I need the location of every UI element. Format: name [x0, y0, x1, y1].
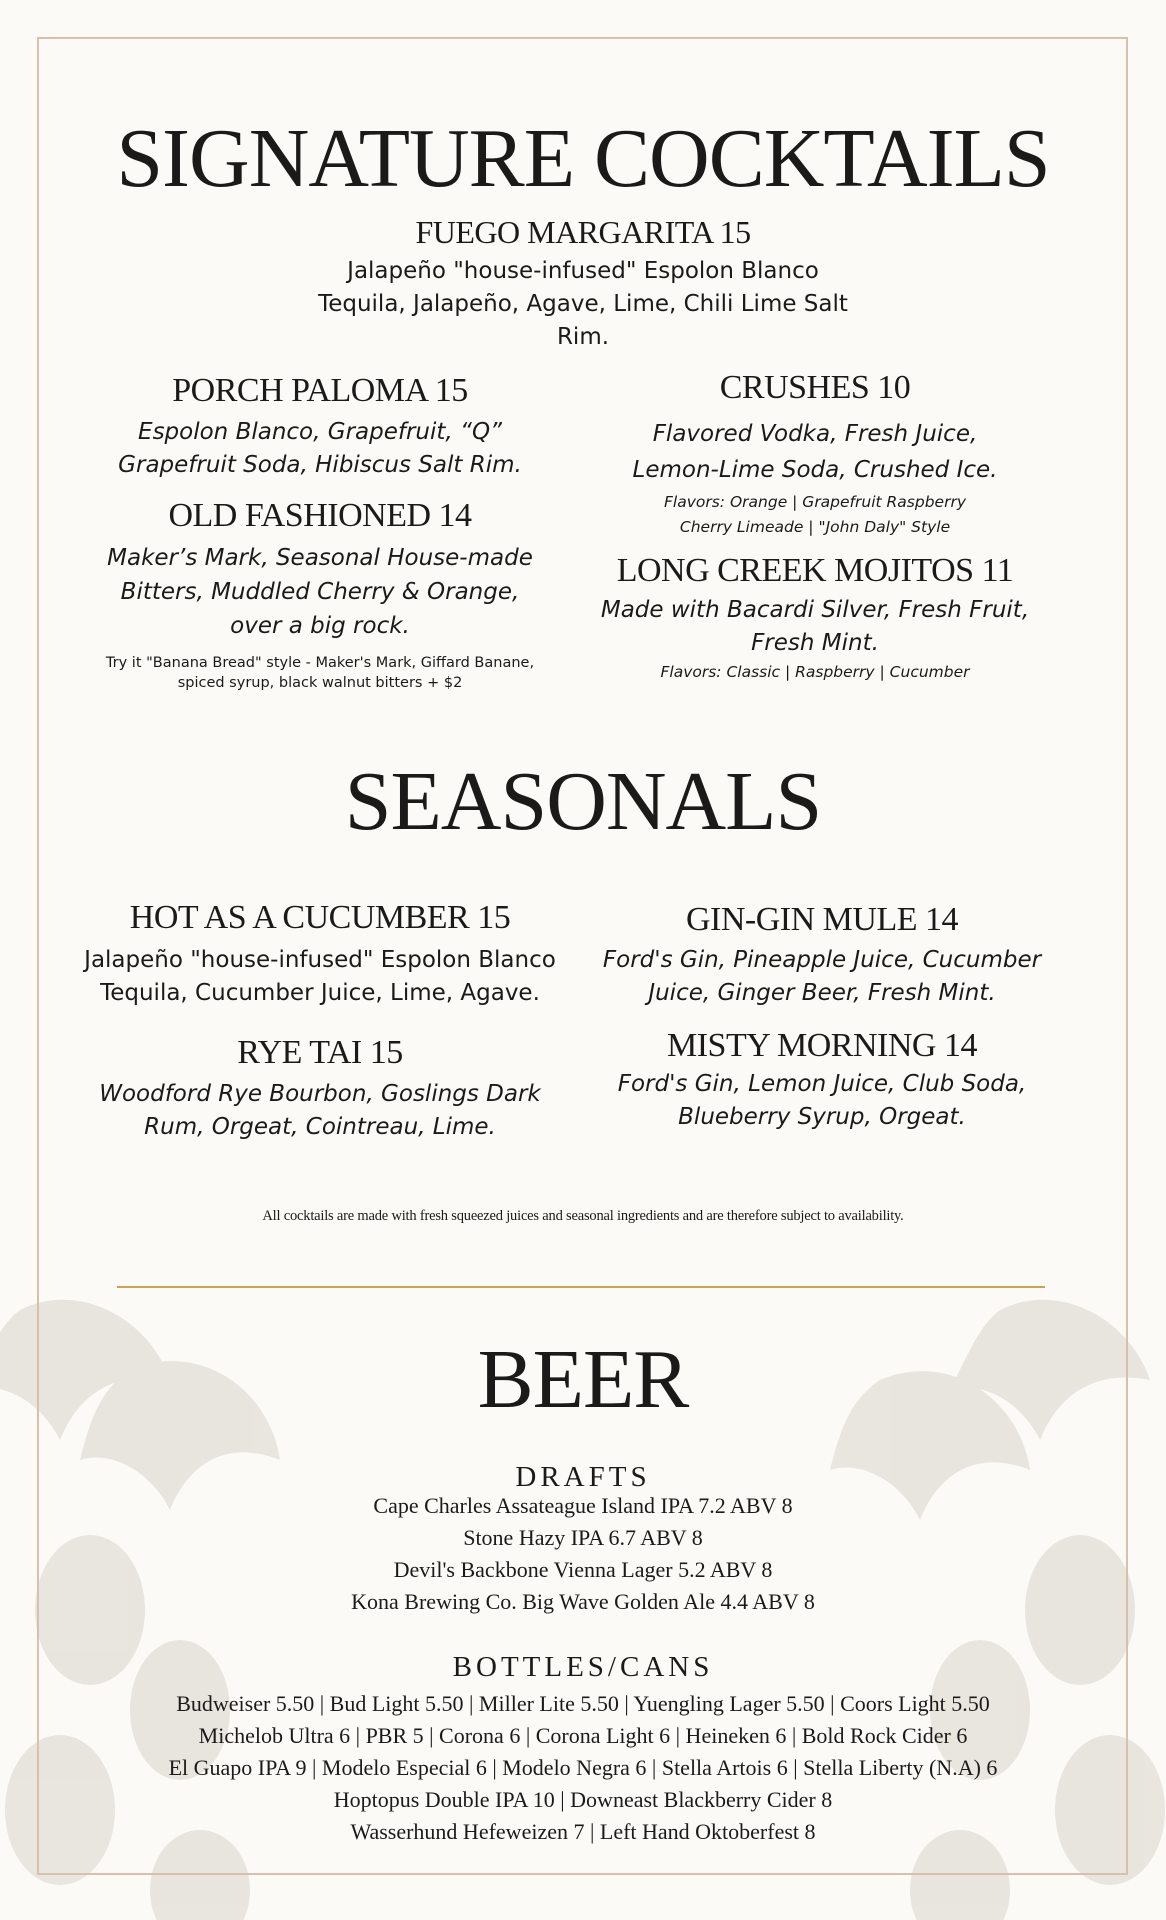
crushes-desc — [575, 416, 1055, 488]
desc-line: Jalapeño "house-infused" Espolon Blanco — [347, 258, 819, 284]
beer-heading: BEER — [477, 1333, 689, 1426]
desc-line: Grapefruit Soda, Hibiscus Salt Rim. — [118, 452, 522, 478]
long-creek-mojitos-desc — [575, 594, 1055, 660]
long-creek-mojitos-name: LONG CREEK MOJITOS 11 — [616, 552, 1014, 589]
desc-line: Ford's Gin, Pineapple Juice, Cucumber — [602, 947, 1042, 973]
fuego-margarita-desc — [233, 255, 933, 354]
crushes-flavors — [575, 490, 1055, 540]
desc-line: Ford's Gin, Lemon Juice, Club Soda, — [617, 1071, 1027, 1097]
old-fashioned-note — [60, 653, 580, 693]
flavors-line: Cherry Limeade | "John Daly" Style — [679, 518, 951, 536]
desc-line: Rim. — [556, 324, 610, 350]
fuego-margarita-name: FUEGO MARGARITA 15 — [415, 214, 751, 250]
hot-as-a-cucumber-name: HOT AS A CUCUMBER 15 — [129, 899, 511, 936]
desc-line: over a big rock. — [230, 613, 410, 639]
desc-line: Tequila, Cucumber Juice, Lime, Agave. — [100, 980, 540, 1006]
bottles-row: Wasserhund Hefeweizen 7 | Left Hand Oktoberfest 8 — [350, 1819, 816, 1844]
flavors-line: Flavors: Orange | Grapefruit Raspberry — [663, 493, 966, 511]
desc-line: Tequila, Jalapeño, Agave, Lime, Chili Lime Salt — [318, 291, 848, 317]
desc-line: Rum, Orgeat, Cointreau, Lime. — [144, 1114, 496, 1140]
desc-line: Made with Bacardi Silver, Fresh Fruit, — [600, 597, 1030, 623]
drafts-heading: DRAFTS — [515, 1461, 651, 1493]
desc-line: Lemon-Lime Soda, Crushed Ice. — [632, 457, 998, 483]
hot-as-a-cucumber-desc — [60, 944, 580, 1010]
desc-line: Maker’s Mark, Seasonal House-made — [107, 545, 533, 571]
bottles-row: Hoptopus Double IPA 10 | Downeast Blackberry Cider 8 — [333, 1787, 833, 1812]
desc-line: Juice, Ginger Beer, Fresh Mint. — [648, 980, 996, 1006]
old-fashioned-desc — [60, 541, 580, 643]
bottles-row: El Guapo IPA 9 | Modelo Especial 6 | Modelo Negra 6 | Stella Artois 6 | Stella Liberty (N.A) 6 — [168, 1755, 998, 1780]
gin-gin-mule-name: GIN-GIN MULE 14 — [685, 901, 958, 938]
desc-line: Woodford Rye Bourbon, Goslings Dark — [99, 1081, 541, 1107]
draft-item: Devil's Backbone Vienna Lager 5.2 ABV 8 — [393, 1557, 773, 1582]
bottles-cans-list — [0, 1688, 1166, 1848]
desc-line: Espolon Blanco, Grapefruit, “Q” — [138, 419, 502, 445]
gin-gin-mule-desc — [575, 944, 1069, 1010]
note-line: Try it "Banana Bread" style - Maker's Mark, Giffard Banane, — [105, 655, 535, 671]
rye-tai-desc — [60, 1078, 580, 1144]
bottles-row: Michelob Ultra 6 | PBR 5 | Corona 6 | Corona Light 6 | Heineken 6 | Bold Rock Cider 6 — [198, 1723, 968, 1748]
note-line: spiced syrup, black walnut bitters + $2 — [177, 675, 463, 691]
seasonals-heading: SEASONALS — [344, 755, 822, 848]
long-creek-mojitos-flavors: Flavors: Classic | Raspberry | Cucumber — [660, 663, 970, 681]
draft-item: Stone Hazy IPA 6.7 ABV 8 — [463, 1525, 703, 1550]
misty-morning-name: MISTY MORNING 14 — [667, 1027, 977, 1064]
desc-line: Jalapeño "house-infused" Espolon Blanco — [84, 947, 556, 973]
desc-line: Fresh Mint. — [751, 630, 879, 656]
draft-item: Cape Charles Assateague Island IPA 7.2 ABV 8 — [373, 1493, 793, 1518]
desc-line: Bitters, Muddled Cherry & Orange, — [120, 579, 520, 605]
section-divider — [117, 1286, 1045, 1288]
rye-tai-name: RYE TAI 15 — [237, 1034, 403, 1071]
porch-paloma-name: PORCH PALOMA 15 — [172, 372, 468, 409]
old-fashioned-name: OLD FASHIONED 14 — [168, 497, 472, 534]
draft-item: Kona Brewing Co. Big Wave Golden Ale 4.4 ABV 8 — [351, 1589, 815, 1614]
cocktails-footnote: All cocktails are made with fresh squeezed juices and seasonal ingredients and are therefore subject to availability. — [262, 1208, 904, 1224]
bottles-row: Budweiser 5.50 | Bud Light 5.50 | Miller Lite 5.50 | Yuengling Lager 5.50 | Coors Light 5.50 — [176, 1691, 990, 1716]
misty-morning-desc — [575, 1068, 1069, 1134]
desc-line: Flavored Vodka, Fresh Juice, — [652, 421, 978, 447]
bottles-cans-heading: BOTTLES/CANS — [452, 1651, 714, 1683]
signature-cocktails-heading: SIGNATURE COCKTAILS — [116, 112, 1050, 205]
crushes-name: CRUSHES 10 — [719, 369, 911, 406]
porch-paloma-desc — [60, 416, 580, 482]
desc-line: Blueberry Syrup, Orgeat. — [678, 1104, 966, 1130]
drafts-list — [0, 1490, 1166, 1618]
